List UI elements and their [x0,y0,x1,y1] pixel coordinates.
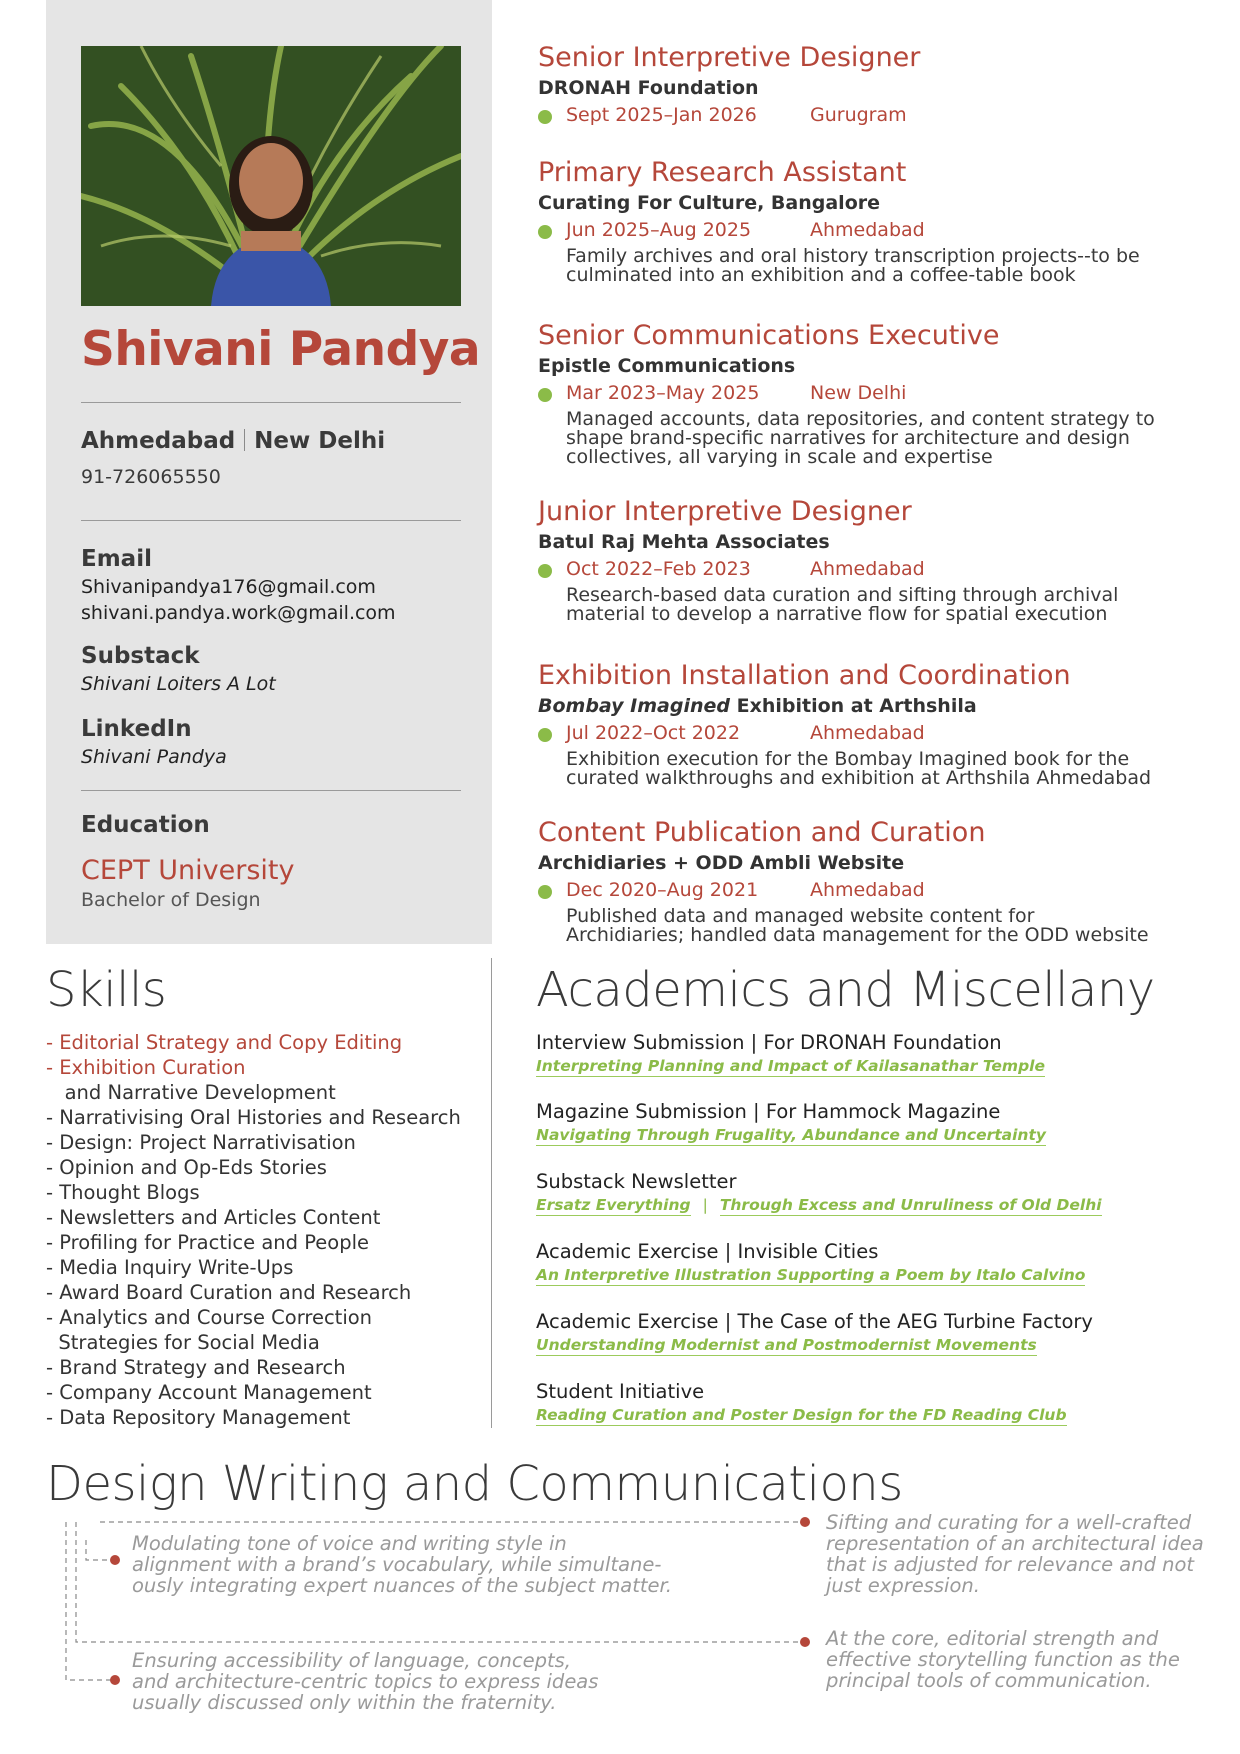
connector-dot-icon [800,1637,810,1647]
note-line: Ensuring accessibility of language, concepts, [132,1649,571,1672]
job-meta [538,720,1188,746]
job-dates: Dec 2020–Aug 2021 [566,879,759,901]
academic-title: Student Initiative [536,1380,705,1403]
skill-item: Strategies for Social Media [46,1331,320,1354]
description-line: culminated into an exhibition and a coffee-table book [566,264,1076,286]
note-line: Modulating tone of voice and writing style in [132,1532,567,1555]
job-dates: Oct 2022–Feb 2023 [566,558,751,580]
writing-note [826,1628,1180,1691]
job-location: New Delhi [810,382,907,404]
academic-title: Substack Newsletter [536,1170,737,1193]
skill-item: - Company Account Management [46,1381,372,1404]
city-secondary: New Delhi [254,428,386,454]
note-line: At the core, editorial strength and [826,1627,1159,1650]
academic-link[interactable]: An Interpretive Illustration Supporting a Poem by Italo Calvino [536,1266,1086,1284]
note-line: and architecture-centric topics to express ideas [132,1670,599,1693]
note-line: usually discussed only within the fraternity. [132,1691,557,1714]
job-dates: Mar 2023–May 2025 [566,382,760,404]
note-line: ously integrating expert nuances of the subject matter. [132,1574,672,1597]
degree-name: Bachelor of Design [81,889,261,911]
skill-item: - Exhibition Curation [46,1056,246,1079]
job-meta [538,217,1188,243]
job-meta [538,556,1188,582]
bullet-dot-icon [538,225,552,239]
skill-item: - Award Board Curation and Research [46,1281,412,1304]
academic-link[interactable]: Ersatz Everything [536,1196,691,1214]
skill-item: - Data Repository Management [46,1406,351,1429]
divider [81,402,461,403]
writing-note [132,1650,598,1713]
city-primary: Ahmedabad [81,428,236,454]
job-location: Ahmedabad [810,879,925,901]
bullet-dot-icon [538,110,552,124]
academic-item [536,1031,1216,1077]
job-organization: Curating For Culture, Bangalore [538,192,880,214]
job-meta [538,102,1188,128]
job-location: Ahmedabad [810,558,925,580]
description-line: Managed accounts, data repositories, and content strategy to [566,408,1155,430]
job-description [538,907,1188,945]
description-line: Published data and managed website content for [566,905,1035,927]
substack-link[interactable]: Shivani Loiters A Lot [81,673,276,695]
link-separator: | [702,1196,708,1214]
email-primary[interactable]: Shivanipandya176@gmail.com [81,576,376,598]
skill-item: - Design: Project Narrativisation [46,1131,356,1154]
description-line: curated walkthroughs and exhibition at Arthshila Ahmedabad [566,767,1152,789]
skill-item: - Profiling for Practice and People [46,1231,369,1254]
academic-link-row [536,1404,1216,1426]
academic-item [536,1170,1216,1216]
skill-item: - Thought Blogs [46,1181,200,1204]
note-line: alignment with a brand’s vocabulary, while simultane- [132,1553,662,1576]
job-dates: Jun 2025–Aug 2025 [566,219,752,241]
job-entry [538,496,1188,624]
job-entry [538,817,1188,945]
skills-list [46,1030,486,1430]
job-meta [538,380,1188,406]
job-description [538,247,1188,285]
academic-link-row [536,1194,1216,1216]
skill-item: - Brand Strategy and Research [46,1356,346,1379]
job-organization: Batul Raj Mehta Associates [538,531,830,553]
profile-photo [81,46,461,306]
academic-item [536,1380,1216,1426]
linkedin-link[interactable]: Shivani Pandya [81,746,227,768]
design-writing-heading: Design Writing and Communications [46,1456,903,1512]
academics-heading: Academics and Miscellany [536,962,1155,1018]
email-label: Email [81,546,152,572]
academic-item [536,1240,1216,1286]
note-line: Sifting and curating for a well-crafted [826,1511,1192,1534]
skill-item: - Narrativising Oral Histories and Research [46,1106,461,1129]
job-title: Exhibition Installation and Coordination [538,660,1071,691]
job-title: Junior Interpretive Designer [538,496,912,527]
job-organization [538,694,1188,718]
job-location: Gurugram [810,104,907,126]
university-name: CEPT University [81,855,295,886]
bullet-dot-icon [538,388,552,402]
note-line: representation of an architectural idea [826,1532,1204,1555]
city-separator [244,429,245,451]
academic-link[interactable]: Through Excess and Unruliness of Old Delhi [719,1196,1102,1214]
academic-link[interactable]: Understanding Modernist and Postmodernist Movements [536,1336,1037,1354]
education-label: Education [81,812,210,838]
academic-item [536,1310,1216,1356]
book-title: Bombay Imagined [538,695,730,717]
job-location: Ahmedabad [810,219,925,241]
job-title: Content Publication and Curation [538,817,986,848]
academic-link[interactable]: Interpreting Planning and Impact of Kailasanathar Temple [536,1057,1045,1075]
phone-number: 91-726065550 [81,466,221,488]
cities [81,428,385,454]
skill-item: - Opinion and Op-Eds Stories [46,1156,327,1179]
skills-heading: Skills [46,962,167,1018]
skill-item: - Analytics and Course Correction [46,1306,373,1329]
connector-dot-icon [800,1517,810,1527]
job-description [538,750,1188,788]
skill-item: - Newsletters and Articles Content [46,1206,381,1229]
job-title: Primary Research Assistant [538,157,907,188]
person-name: Shivani Pandya [81,322,481,377]
writing-note [826,1512,1204,1596]
job-entry [538,42,1188,128]
description-line: Family archives and oral history transcription projects--to be [566,245,1140,267]
job-location: Ahmedabad [810,722,925,744]
org-suffix: Exhibition at Arthshila [730,695,977,717]
description-line: material to develop a narrative flow for spatial execution [566,603,1108,625]
description-line: Research-based data curation and sifting through archival [566,584,1119,606]
note-line: that is adjusted for relevance and not [826,1553,1195,1576]
academic-link-row [536,1334,1216,1356]
bullet-dot-icon [538,564,552,578]
divider [81,790,461,791]
description-line: Archidiaries; handled data management for the ODD website [566,924,1149,946]
description-line: shape brand-specific narratives for architecture and design [566,427,1130,449]
skill-item: - Editorial Strategy and Copy Editing [46,1031,403,1054]
profile-sidebar [46,0,492,944]
job-organization: Epistle Communications [538,355,796,377]
email-secondary[interactable]: shivani.pandya.work@gmail.com [81,602,396,624]
connector-dot-icon [110,1675,120,1685]
substack-label: Substack [81,643,200,669]
linkedin-label: LinkedIn [81,716,192,742]
job-description [538,410,1188,467]
job-entry [538,660,1188,788]
connector-dot-icon [110,1555,120,1565]
academic-title: Academic Exercise | Invisible Cities [536,1240,879,1263]
job-description [538,586,1188,624]
job-meta [538,877,1188,903]
description-line: Exhibition execution for the Bombay Imagined book for the [566,748,1130,770]
writing-note [132,1533,672,1596]
academic-title: Magazine Submission | For Hammock Magazine [536,1100,1001,1123]
job-entry [538,320,1188,467]
vertical-divider [491,958,492,1428]
job-title: Senior Interpretive Designer [538,42,921,73]
academic-link[interactable]: Reading Curation and Poster Design for the FD Reading Club [536,1406,1067,1424]
job-dates: Sept 2025–Jan 2026 [566,104,757,126]
academic-item [536,1100,1216,1146]
note-line: effective storytelling function as the [826,1648,1180,1671]
divider [81,520,461,521]
academic-link-row [536,1124,1216,1146]
bullet-dot-icon [538,885,552,899]
skill-item: - Media Inquiry Write-Ups [46,1256,294,1279]
academic-link-row [536,1055,1216,1077]
academic-title: Academic Exercise | The Case of the AEG Turbine Factory [536,1310,1093,1333]
note-line: principal tools of communication. [826,1669,1152,1692]
job-entry [538,157,1188,285]
job-dates: Jul 2022–Oct 2022 [566,722,741,744]
job-title: Senior Communications Executive [538,320,1000,351]
bullet-dot-icon [538,728,552,742]
academic-link-row [536,1264,1216,1286]
job-organization: DRONAH Foundation [538,77,759,99]
academic-link[interactable]: Navigating Through Frugality, Abundance and Uncertainty [536,1126,1046,1144]
description-line: collectives, all varying in scale and expertise [566,446,993,468]
academic-title: Interview Submission | For DRONAH Foundation [536,1031,1002,1054]
note-line: just expression. [826,1574,980,1597]
skill-item: and Narrative Development [46,1081,336,1104]
job-organization: Archidiaries + ODD Ambli Website [538,852,905,874]
